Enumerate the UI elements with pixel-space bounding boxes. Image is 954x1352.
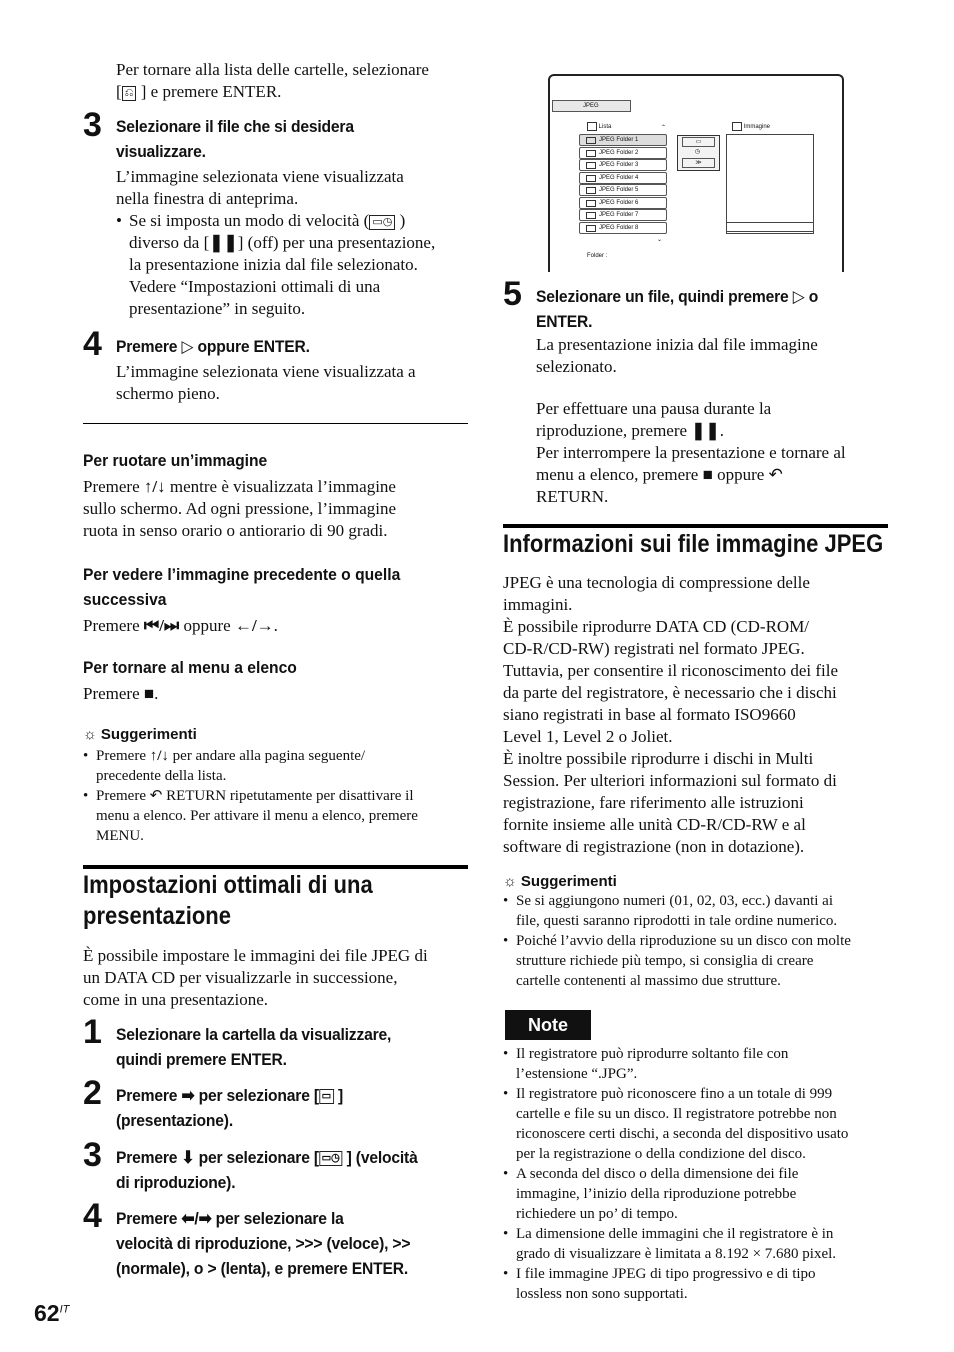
step-s4-number: 4 [83, 1197, 102, 1235]
hints-list: • Premere ↑/↓ per andare alla pagina seguente/ precedente della lista. • Premere ↶ RETURN ripetutamente per disattivare il menu a elenco. Per attivare il menu a elenco, premere MENU. [83, 746, 468, 846]
folder-item[interactable]: JPEG Folder 5 [579, 184, 667, 196]
step-s4-title: Premere ⬅/➡ per selezionare la velocità di riproduzione, >>> (veloce), >> (normale), o > (lenta), e premere ENTER. [116, 1209, 411, 1278]
left-right-arrow-icon: ←/→ [234, 616, 274, 635]
folder-icon [586, 175, 596, 182]
stop-icon: ■ [702, 465, 713, 484]
note-list: • Il registratore può riprodurre soltanto file con l’estensione “.JPG”. • Il registratore può riconoscere fino a un totale di 999 cartelle e file su un disco. Il registratore potrebbe non riconoscere certi dischi, a seconda del dispositivo usato per la registrazione o della condizione del disco. • A seconda del disco o della dimensione dei file immagine, l’inizio della riproduzione potrebbe richiedere un po’ di tempo. • La dimensione delle immagini che il registratore è in grado di visualizzare è limitata a 8.192 × 7.680 pixel. • I file immagine JPEG di tipo progressivo e di tipo lossless non sono supportati. [503, 1044, 898, 1304]
step-3-body: L’immagine selezionata viene visualizzata nella finestra di anteprima. • Se si imposta un modo di velocità ( ▭◷ ) diverso da [❚❚] (off) per una presentazione, la presentazione inizia dal file selezionato. Vedere “Impostazioni ottimali di una presentazione” in seguito. [116, 166, 476, 320]
note-badge: Note [505, 1010, 591, 1040]
lightbulb-icon: ☼ [503, 873, 517, 890]
folder-icon [586, 187, 596, 194]
left-right-arrow-icon: ⬅/➡ [181, 1209, 212, 1228]
step-3-number: 3 [83, 106, 102, 144]
folder-icon [586, 212, 596, 219]
rotate-body: Premere ↑/↓ mentre è visualizzata l’immagine sullo schermo. Ad ogni pressione, l’immagine ruota in senso orario o antiorario di 90 gradi. [83, 477, 397, 540]
slideshow-controls [677, 135, 720, 171]
list-icon [587, 122, 597, 131]
step-5-number: 5 [503, 275, 522, 313]
image-header: Immagine [732, 122, 770, 132]
pause-icon: ❚❚ [691, 421, 720, 440]
speed-icon: ▭◷ [369, 215, 395, 230]
play-arrow-icon: ▷ [181, 337, 194, 356]
jpeg-section-body: JPEG è una tecnologia di compressione delle immagini. È possibile riprodurre DATA CD (CD-ROM/ CD-R/CD-RW) registrati nel formato JPEG. Tuttavia, per consentire il riconoscimento dei file da parte del registratore, è necessario che i dischi siano registrati in base al formato ISO9660 Level 1, Level 2 o Joliet. È inoltre possibile riprodurre i dischi in Multi Session. Per ulteriori informazioni sul formato di registrazione, fare riferimento alle istruzioni fornite insieme alle unità CD-R/CD-RW e al software di registrazione (non in dotazione). [503, 573, 839, 856]
folder-icon [586, 200, 596, 207]
divider [83, 423, 468, 424]
step-s1-title: Selezionare la cartella da visualizzare, quindi premere ENTER. [116, 1025, 392, 1069]
folder-icon [586, 162, 596, 169]
prevnext-body: Premere ⏮/⏭ oppure ←/→. [83, 616, 278, 635]
scroll-down-icon: ⌄ [657, 237, 663, 243]
folder-item[interactable]: JPEG Folder 4 [579, 172, 667, 184]
stop-icon: ■ [143, 684, 155, 703]
prev-next-icon: ⏮/⏭ [143, 616, 180, 635]
menu-title: Per tornare al menu a elenco [83, 658, 297, 677]
menu-body: Premere ■. [83, 684, 159, 703]
jpeg-tab: JPEG [552, 100, 631, 112]
step-4-number: 4 [83, 325, 102, 363]
speed-icon[interactable]: ◷ [694, 149, 701, 155]
folder-item[interactable]: JPEG Folder 2 [579, 147, 667, 159]
page-number: $62^{IT}$ [34, 1300, 70, 1326]
down-arrow-icon: ⬇ [181, 1148, 195, 1167]
section-rule [503, 524, 888, 528]
play-arrow-icon: ▷ [792, 287, 805, 306]
lightbulb-icon: ☼ [83, 726, 97, 743]
folder-item[interactable]: JPEG Folder 1 [579, 134, 667, 146]
up-down-arrow-icon: ↑/↓ [149, 748, 169, 764]
image-preview [726, 134, 814, 232]
step-4-title: Premere ▷ oppure ENTER. [116, 337, 310, 356]
list-header: Lista [587, 122, 611, 132]
step-s2-number: 2 [83, 1074, 102, 1112]
right-arrow-icon: ➡ [181, 1086, 195, 1105]
intro-text: Per tornare alla lista delle cartelle, selezionare [ ⎌ ] e premere ENTER. [116, 60, 429, 101]
step-s2-title: Premere ➡ per selezionare [ ▭ ] (presentazione). [116, 1086, 343, 1130]
step-5-title: Selezionare un file, quindi premere ▷ o ENTER. [536, 287, 819, 331]
folder-item[interactable]: JPEG Folder 8 [579, 222, 667, 234]
folder-up-icon: ⎌ [122, 86, 137, 101]
folder-label: Folder : [587, 253, 608, 259]
jpeg-section-title: Informazioni sui file immagine JPEG [503, 530, 884, 558]
pause-icon: ❚❚ [209, 233, 238, 252]
section-title: Impostazioni ottimali di una presentazione [83, 871, 373, 930]
slideshow-icon[interactable]: ▭ [682, 137, 715, 147]
image-info-bar [726, 222, 814, 234]
step-4-body: L’immagine selezionata viene visualizzata a schermo pieno. [116, 362, 416, 403]
step-s3-number: 3 [83, 1136, 102, 1174]
hints-title: ☼ Suggerimenti [83, 726, 197, 743]
step-3-bullet: • Se si imposta un modo di velocità ( ▭◷ ) diverso da [❚❚] (off) per una presentazione, la presentazione inizia dal file selezionato. Vedere “Impostazioni ottimali di una presentazione” in seguito. [116, 210, 476, 320]
up-down-arrow-icon: ↑/↓ [143, 477, 166, 496]
section-rule [83, 865, 468, 869]
folder-icon [586, 137, 596, 144]
slideshow-icon: ▭ [319, 1089, 334, 1104]
folder-item[interactable]: JPEG Folder 7 [579, 209, 667, 221]
speed-icon: ▭◷ [319, 1151, 343, 1166]
fast-speed-icon[interactable]: ≫ [682, 158, 715, 168]
folder-icon [586, 225, 596, 232]
scroll-up-icon: ⌃ [661, 125, 667, 131]
folder-icon [586, 150, 596, 157]
folder-item[interactable]: JPEG Folder 3 [579, 159, 667, 171]
right-hints-title: ☼ Suggerimenti [503, 873, 617, 890]
section-body: È possibile impostare le immagini dei file JPEG di un DATA CD per visualizzarle in successione, come in una presentazione. [83, 946, 428, 1009]
return-icon: ↶ [149, 788, 163, 804]
return-icon: ↶ [768, 465, 783, 484]
step-s1-number: 1 [83, 1013, 102, 1051]
prevnext-title: Per vedere l’immagine precedente o quella successiva [83, 565, 401, 609]
image-icon [732, 122, 742, 131]
step-s3-title: Premere ⬇ per selezionare [ ▭◷ ] (velocità di riproduzione). [116, 1148, 418, 1192]
folder-item[interactable]: JPEG Folder 6 [579, 197, 667, 209]
jpeg-menu-screen [548, 74, 844, 272]
rotate-title: Per ruotare un’immagine [83, 451, 268, 470]
step-5-body: La presentazione inizia dal file immagine selezionato. Per effettuare una pausa durante la riproduzione, premere ❚❚. Per interrompere la presentazione e tornare al menu a elenco, premere ■ oppure ↶ RETURN. [536, 335, 846, 506]
step-3-title: Selezionare il file che si desidera visualizzare. [116, 117, 354, 161]
right-hints-list: • Se si aggiungono numeri (01, 02, 03, ecc.) davanti ai file, questi saranno riprodotti in tale ordine numerico. • Poiché l’avvio della riproduzione su un disco con molte strutture richiede più tempo, si consiglia di creare cartelle contenenti al massimo due strutture. [503, 891, 898, 991]
